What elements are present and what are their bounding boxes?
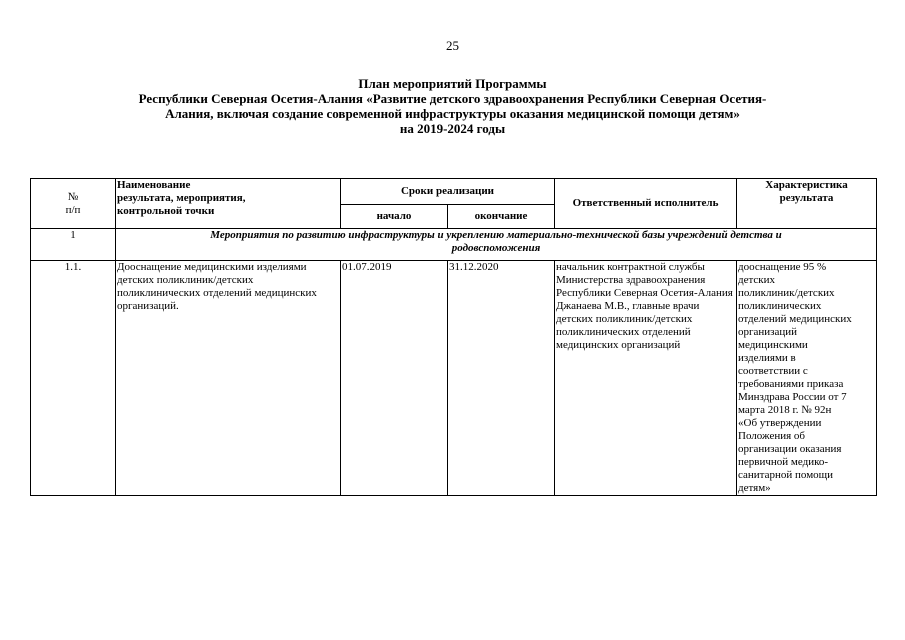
- header-result-line-1: Характеристика: [765, 179, 848, 191]
- header-name-line-2: результата, мероприятия,: [117, 192, 246, 204]
- section-number: 1: [31, 229, 116, 261]
- header-name-line-1: Наименование: [117, 179, 191, 191]
- result-line: поликлинических: [738, 300, 822, 312]
- row-number: 1.1.: [31, 261, 116, 496]
- row-end-date: 31.12.2020: [448, 261, 555, 496]
- header-start: начало: [341, 205, 448, 229]
- table-row: [31, 261, 877, 496]
- result-line: отделений медицинских: [738, 313, 852, 325]
- header-responsible: Ответственный исполнитель: [555, 179, 737, 229]
- header-terms: Сроки реализации: [341, 179, 555, 205]
- result-line: детских: [738, 274, 776, 286]
- result-line: Положения об: [738, 430, 806, 442]
- title-line-4: на 2019-2024 годы: [399, 121, 506, 136]
- result-line: требованиями приказа: [738, 378, 844, 390]
- result-line: детям»: [738, 482, 771, 494]
- row-start-date: 01.07.2019: [341, 261, 448, 496]
- row-result: [737, 261, 877, 496]
- header-name: [116, 179, 341, 229]
- section-title: [116, 229, 877, 261]
- result-line: марта 2018 г. № 92н: [738, 404, 832, 416]
- result-line: санитарной помощи: [738, 469, 834, 481]
- row-name: Дооснащение медицинскими изделиями детских поликлиник/детских поликлинических отделений медицинских организаций.: [116, 261, 341, 496]
- header-result-line-2: результата: [779, 192, 834, 204]
- result-line: поликлиник/детских: [738, 287, 835, 299]
- header-end: окончание: [448, 205, 555, 229]
- title-line-1: План мероприятий Программы: [358, 76, 547, 91]
- title-line-3: Алания, включая создание современной инфраструктуры оказания медицинской помощи детям»: [165, 106, 740, 121]
- result-line: дооснащение 95 %: [738, 261, 827, 273]
- result-line: первичной медико-: [738, 456, 829, 468]
- header-number: [31, 179, 116, 229]
- header-number-line-2: п/п: [65, 203, 81, 216]
- title-line-2: Республики Северная Осетия-Алания «Развитие детского здравоохранения Республики Северная Осетия-: [138, 91, 767, 106]
- header-result: [737, 179, 877, 229]
- section-title-line-2: родовспоможения: [451, 242, 541, 254]
- result-line: медицинскими: [738, 339, 808, 351]
- row-responsible: начальник контрактной службы Министерства здравоохранения Республики Северная Осетия-Алания Джанаева М.В., главные врачи детских поликлиник/детских поликлинических отделений медицинских организаций: [555, 261, 737, 496]
- header-name-line-3: контрольной точки: [117, 205, 215, 217]
- header-number-line-1: №: [67, 190, 79, 203]
- section-title-line-1: Мероприятия по развитию инфраструктуры и укреплению материально-технической базы учреждений детства и: [210, 229, 782, 241]
- result-line: организации оказания: [738, 443, 842, 455]
- result-line: соответствии с: [738, 365, 808, 377]
- result-line: организаций: [738, 326, 798, 338]
- page-number: 25: [446, 38, 459, 53]
- result-line: Минздрава России от 7: [738, 391, 847, 403]
- document-title: [60, 76, 845, 136]
- result-line: «Об утверждении: [738, 417, 822, 429]
- plan-table: [30, 178, 877, 496]
- result-line: изделиями в: [738, 352, 796, 364]
